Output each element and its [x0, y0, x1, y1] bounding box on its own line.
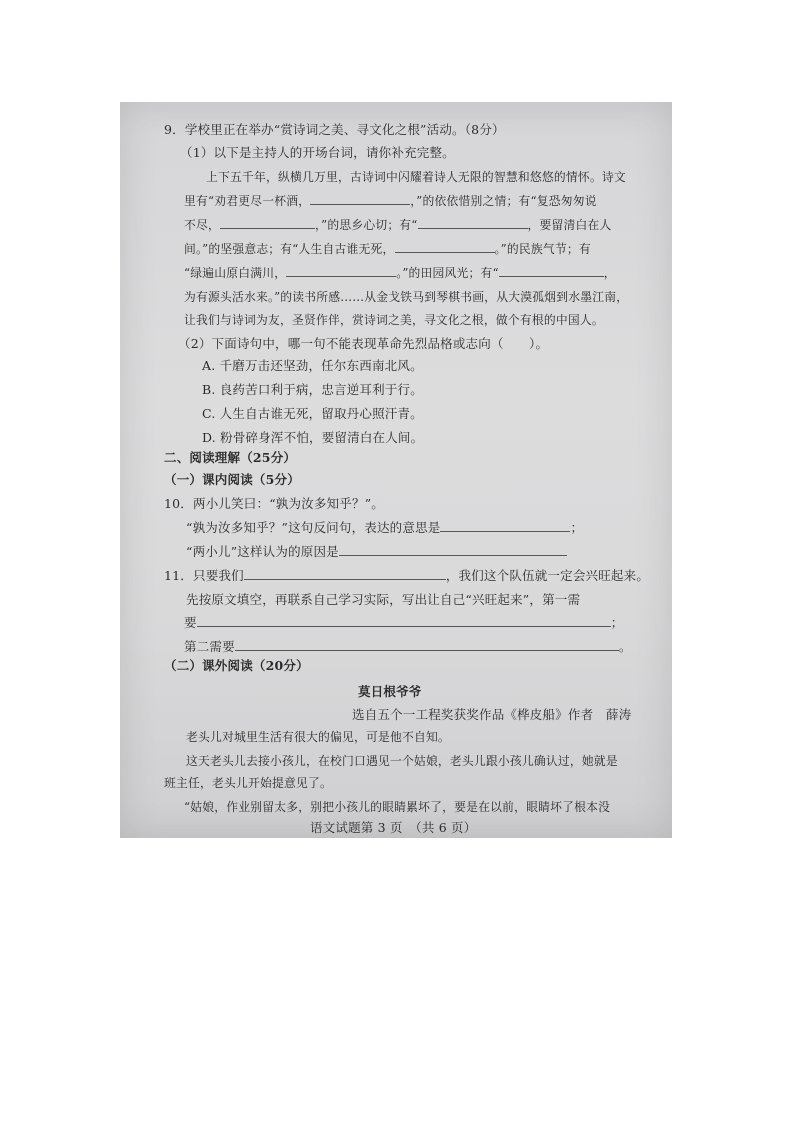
- q11-text-b: ，我们这个队伍就一定会兴旺起来。: [445, 568, 650, 583]
- q9-para-line4: [184, 244, 591, 256]
- q11-line3: [184, 617, 623, 630]
- q10-part-b-text: “两小儿”这样认为的原因是: [186, 544, 339, 559]
- section2-sub2: （二）课外阅读（20分）: [164, 658, 309, 673]
- q11-text-d-end: ；: [610, 615, 624, 630]
- q11-line4: [184, 641, 632, 654]
- section2-sub1: （一）课内阅读（5分）: [164, 472, 300, 487]
- passage-line4: “姑娘，作业别留太多，别把小孩儿的眼睛累坏了，要是在以前，眼睛坏了根本没: [184, 800, 611, 814]
- q11-text-e: 第二需要: [184, 639, 235, 654]
- q9-p2-text-b: ，”的依依惜别之情；有“复恐匆匆说: [410, 194, 597, 208]
- q9-part2: （2）下面诗句中，哪一句不能表现革命先烈品格或志向（ ）。: [178, 336, 549, 351]
- q11-blank-3[interactable]: [235, 649, 619, 651]
- q9-option-c: C. 人生自古谁无死，留取丹心照汗青。: [202, 406, 423, 421]
- q9-p2-text-a: 里有“劝君更尽一杯酒，: [184, 194, 311, 208]
- q9-blank-2[interactable]: [220, 227, 315, 229]
- passage-line3: 班主任，老头儿开始提意见了。: [164, 776, 332, 790]
- q9-p4-text-a: 间。”的坚强意志；有“人生自古谁无死，: [184, 242, 395, 256]
- q9-blank-1[interactable]: [310, 203, 410, 205]
- q10-part-a: [186, 522, 583, 535]
- exam-page-photo: [120, 102, 672, 838]
- q9-para-line1: 上下五千年，纵横几万里，古诗词中闪耀着诗人无限的智慧和悠悠的情怀。诗文: [206, 170, 626, 184]
- q11-text-a: 11．只要我们: [164, 568, 244, 583]
- q9-para-line2: [184, 196, 597, 208]
- q9-part1: （1）以下是主持人的开场台词，请你补充完整。: [180, 145, 455, 160]
- q9-p3-text-a: 不尽，: [184, 218, 220, 232]
- q9-para-line6: 为有源头活水来。”的读书所感……从金戈铁马到琴棋书画，从大漠孤烟到水墨江南，: [184, 290, 629, 304]
- q9-para-line3: [184, 220, 612, 232]
- q9-blank-4[interactable]: [395, 251, 495, 253]
- q9-option-d: D. 粉骨碎身浑不怕，要留清白在人间。: [202, 430, 424, 445]
- passage-title: 莫日根爷爷: [358, 684, 422, 699]
- passage-source: 选自五个一工程奖获奖作品《桦皮船》作者 薛涛: [352, 707, 632, 722]
- q11-line2: 先按原文填空，再联系自己学习实际，写出让自己“兴旺起来”，第一需: [186, 592, 581, 607]
- q10-part-a-text: “孰为汝多知乎？”这句反问句，表达的意思是: [186, 520, 441, 535]
- q9-blank-6[interactable]: [499, 275, 604, 277]
- q10-part-a-end: ；: [570, 520, 584, 535]
- q10-heading: 10．两小儿笑曰：“孰为汝多知乎？”。: [164, 496, 384, 511]
- q11-text-d: 要: [184, 615, 197, 630]
- q9-blank-3[interactable]: [418, 227, 528, 229]
- q11-blank-1[interactable]: [244, 578, 446, 580]
- q10-blank-1[interactable]: [440, 530, 570, 532]
- q9-p5-text-a: “绿遍山原白满川，: [184, 266, 287, 280]
- q10-part-b: [186, 546, 567, 559]
- q9-p3-text-c: ，要留清白在人: [527, 218, 612, 232]
- page-footer: 语文试题第 3 页 （共 6 页）: [310, 820, 477, 835]
- passage-line2: 这天老头儿去接小孩儿，在校门口遇见一个姑娘，老头儿跟小孩儿确认过，她就是: [186, 754, 618, 768]
- passage-line1: 老头儿对城里生活有很大的偏见，可是他不自知。: [186, 730, 450, 744]
- q9-p5-text-b: 。”的田园风光；有“: [396, 266, 499, 280]
- q9-p5-text-c: ，: [603, 266, 616, 280]
- q9-blank-5[interactable]: [286, 275, 396, 277]
- q9-option-b: B. 良药苦口利于病，忠言逆耳利于行。: [202, 382, 423, 397]
- q9-heading: 9．学校里正在举办“赏诗词之美、寻文化之根”活动。（8分）: [164, 122, 505, 137]
- q10-blank-2[interactable]: [339, 554, 567, 556]
- q11-line1: [164, 570, 649, 583]
- q9-p4-text-b: 。”的民族气节；有: [494, 242, 591, 256]
- q9-para-line5: [184, 268, 616, 280]
- q9-para-line7: 让我们与诗词为友，圣贤作伴，赏诗词之美，寻文化之根，做个有根的中国人。: [184, 313, 604, 327]
- q9-p3-text-b: ，”的思乡心切；有“: [315, 218, 418, 232]
- q11-text-e-end: 。: [618, 639, 632, 654]
- q11-blank-2[interactable]: [197, 625, 611, 627]
- q9-option-a: A. 千磨万击还坚劲，任尔东西南北风。: [202, 358, 423, 373]
- section2-heading: 二、阅读理解（25分）: [164, 450, 297, 465]
